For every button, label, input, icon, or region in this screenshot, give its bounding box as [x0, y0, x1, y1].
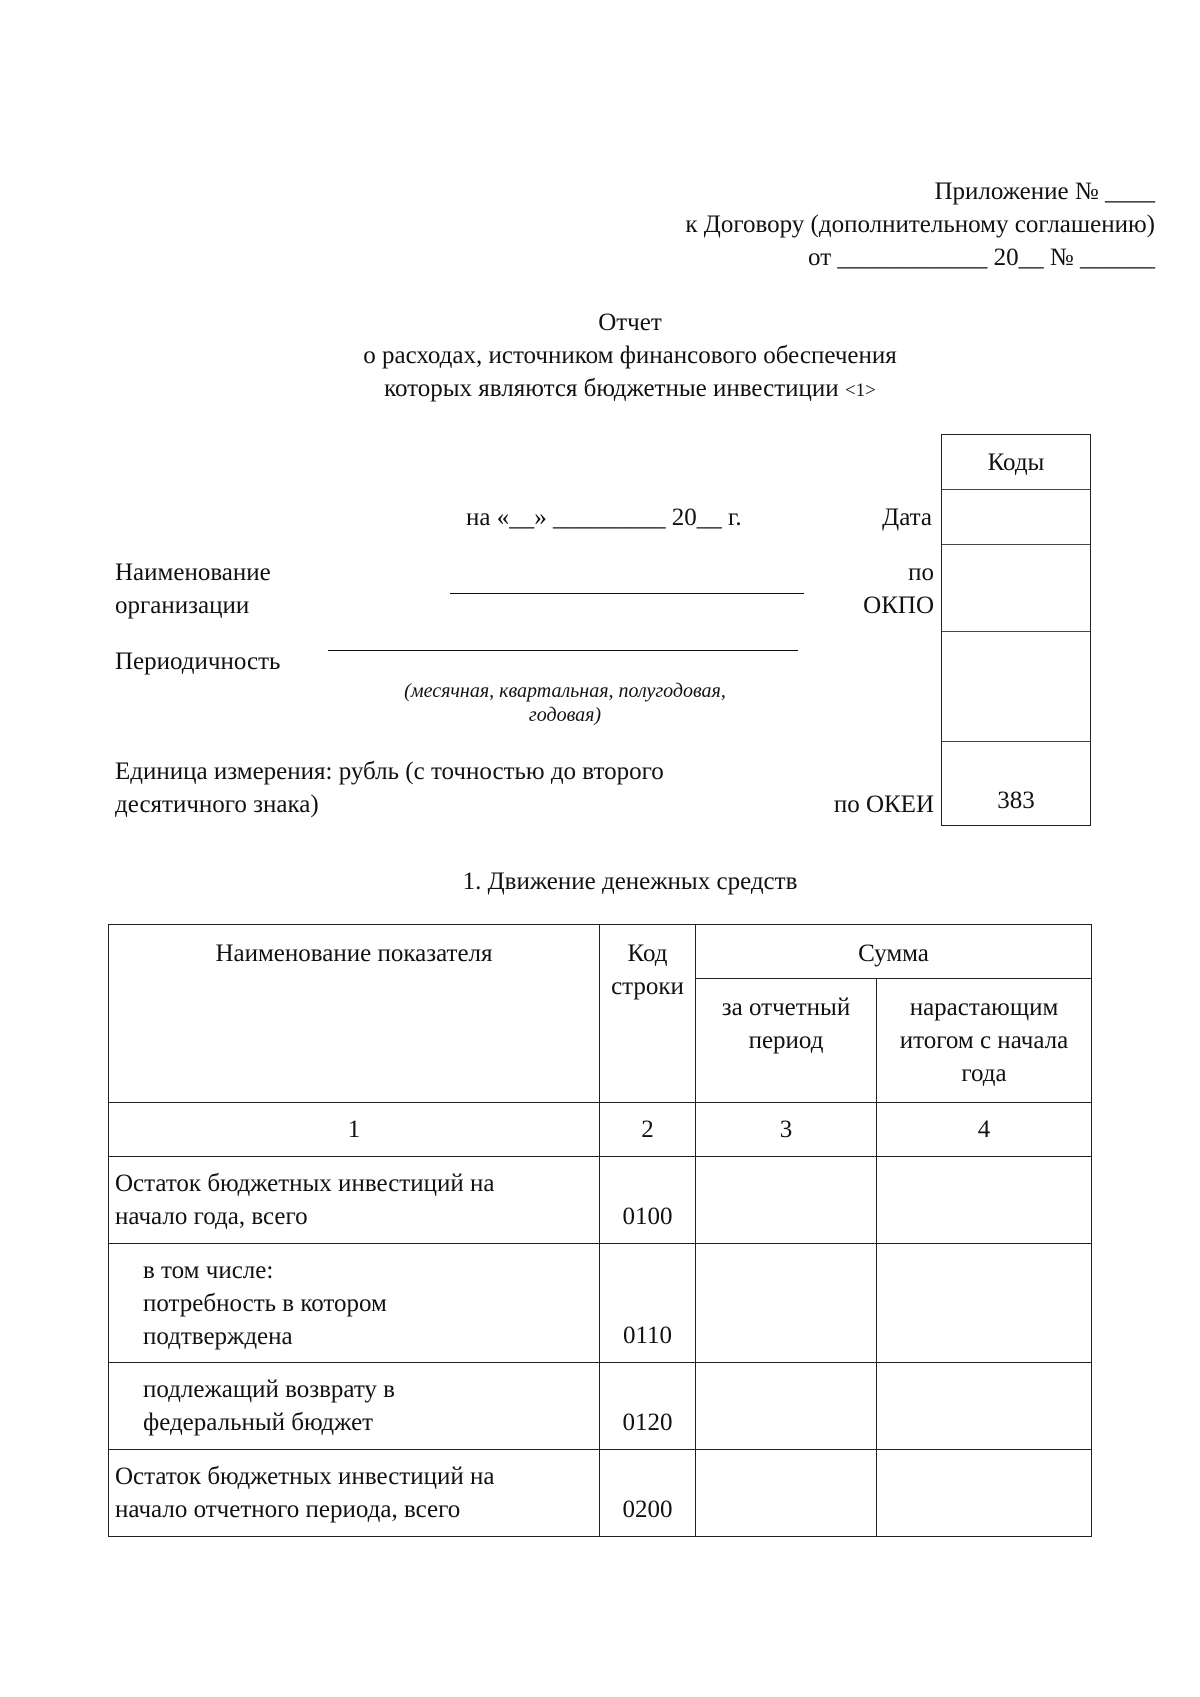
row-name-line: подлежащий возврату в [143, 1376, 395, 1403]
report-title [200, 306, 1060, 407]
period-code-cell[interactable] [942, 632, 1090, 742]
row-cumulative-sum-cell[interactable] [877, 1244, 1092, 1363]
row-period-sum-cell[interactable] [696, 1363, 877, 1450]
report-date-line: на «__» _________ 20__ г. [466, 504, 742, 531]
row-name-line: потребность в котором [143, 1290, 387, 1317]
row-code: 0120 [600, 1363, 696, 1450]
row-code: 0200 [600, 1450, 696, 1537]
title-line-3 [200, 372, 1060, 407]
header-line-code-2: строки [611, 973, 684, 1000]
header-reporting-period-2: период [748, 1027, 824, 1054]
appendix-number-line: Приложение № ____ [934, 178, 1155, 205]
okei-code-cell [942, 742, 1090, 825]
header-indicator-name: Наименование показателя [109, 925, 600, 1103]
periodicity-hint [330, 679, 800, 727]
column-number: 1 [109, 1103, 600, 1157]
contract-date-line: от ____________ 20__ № ______ [808, 244, 1155, 271]
periodicity-label: Периодичность [115, 648, 281, 675]
column-numbers-row [109, 1103, 1092, 1157]
section-title: 1. Движение денежных средств [462, 868, 798, 895]
column-number: 2 [600, 1103, 696, 1157]
okpo-label-line-2: ОКПО [863, 592, 934, 619]
cash-flow-table [108, 924, 1092, 1537]
row-indicator-name [109, 1450, 600, 1537]
appendix-header [500, 175, 1155, 274]
row-indicator-name [109, 1244, 600, 1363]
organization-label [115, 556, 271, 622]
row-name-line: в том числе: [143, 1257, 274, 1284]
title-line-3-text: которых являются бюджетные инвестиции [384, 375, 839, 402]
row-cumulative-sum-cell[interactable] [877, 1157, 1092, 1244]
row-name-line: начало отчетного периода, всего [115, 1496, 461, 1523]
table-row [109, 1450, 1092, 1537]
row-cumulative-sum-cell[interactable] [877, 1363, 1092, 1450]
header-reporting-period [696, 979, 877, 1103]
table-row [109, 1157, 1092, 1244]
contract-reference-line: к Договору (дополнительному соглашению) [685, 211, 1155, 238]
row-indicator-name [109, 1363, 600, 1450]
okei-label: по ОКЕИ [833, 791, 934, 818]
title-line-1: Отчет [598, 309, 662, 336]
header-cumulative-2: итогом с начала [899, 1027, 1069, 1054]
okpo-label-line-1: по [908, 559, 934, 586]
codes-header-cell [942, 435, 1090, 490]
footnote-reference: <1> [844, 380, 876, 401]
codes-box [941, 434, 1091, 826]
unit-line-1: Единица измерения: рубль (с точностью до второго [115, 758, 664, 785]
unit-line-2: десятичного знака) [115, 791, 319, 818]
row-name-line: начало года, всего [115, 1203, 308, 1230]
row-period-sum-cell[interactable] [696, 1244, 877, 1363]
header-line-code [600, 925, 696, 1103]
header-reporting-period-1: за отчетный [721, 994, 851, 1021]
okpo-label [800, 556, 934, 622]
column-number: 3 [696, 1103, 877, 1157]
row-name-line: федеральный бюджет [143, 1409, 374, 1436]
organization-name-field[interactable] [450, 593, 804, 594]
okei-value: 383 [997, 787, 1035, 814]
table-row [109, 1244, 1092, 1363]
okpo-code-cell[interactable] [942, 545, 1090, 632]
periodicity-field[interactable] [328, 650, 798, 651]
row-code: 0110 [600, 1244, 696, 1363]
codes-header: Коды [987, 448, 1045, 476]
row-name-line: подтверждена [143, 1323, 293, 1350]
periodicity-hint-line-2: годовая) [528, 704, 602, 726]
organization-label-line-2: организации [115, 592, 250, 619]
row-indicator-name [109, 1157, 600, 1244]
row-period-sum-cell[interactable] [696, 1450, 877, 1537]
date-code-cell[interactable] [942, 490, 1090, 545]
row-period-sum-cell[interactable] [696, 1157, 877, 1244]
header-sum: Сумма [696, 925, 1092, 979]
row-name-line: Остаток бюджетных инвестиций на [115, 1170, 495, 1197]
periodicity-hint-line-1: (месячная, квартальная, полугодовая, [404, 680, 726, 702]
date-label: Дата [882, 504, 932, 531]
column-number: 4 [877, 1103, 1092, 1157]
table-row [109, 1363, 1092, 1450]
row-cumulative-sum-cell[interactable] [877, 1450, 1092, 1537]
header-cumulative-1: нарастающим [909, 994, 1059, 1021]
row-code: 0100 [600, 1157, 696, 1244]
unit-of-measure [115, 755, 664, 821]
row-name-line: Остаток бюджетных инвестиций на [115, 1463, 495, 1490]
header-cumulative [877, 979, 1092, 1103]
organization-label-line-1: Наименование [115, 559, 271, 586]
header-cumulative-3: года [961, 1060, 1007, 1087]
header-line-code-1: Код [627, 940, 668, 967]
title-line-2: о расходах, источником финансового обеспечения [363, 342, 897, 369]
